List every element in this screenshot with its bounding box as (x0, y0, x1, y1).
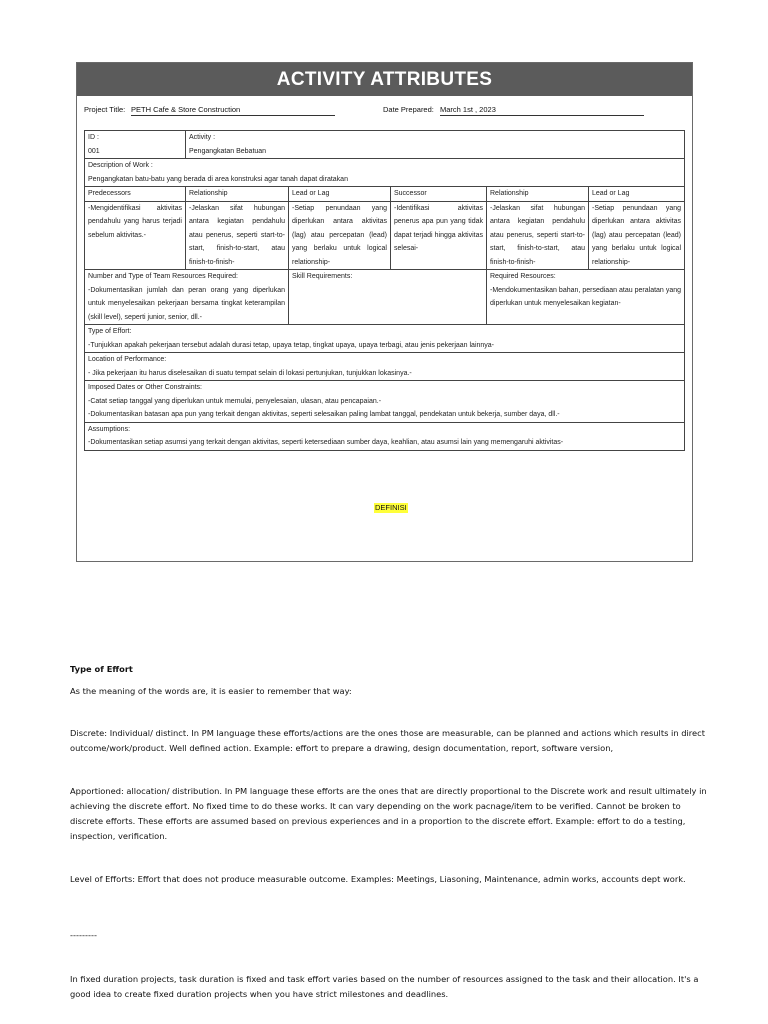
successor-value: -Identifikasi aktivitas penerus apa pun yang tidak dapat terjadi hingga aktivitas selesai- (391, 201, 487, 270)
project-info-row (77, 103, 692, 125)
definisi-highlight: DEFINISI (375, 503, 407, 512)
notes-divider: --------- (70, 930, 97, 940)
notes-discrete: Discrete: Individual/ distinct. In PM language these efforts/actions are the ones those are measurable, can be planned and actions which results in direct outcome/work/product. Well defined action. Example: effort to prepare a drawing, design documentation, report, software version, (70, 728, 705, 753)
date-prepared-value: March 1st , 2023 (440, 105, 644, 116)
resources-row (85, 270, 685, 325)
date-prepared-label: Date Prepared: (383, 105, 434, 114)
effort-label: Type of Effort: (88, 328, 132, 335)
effort-value: -Tunjukkan apakah pekerjaan tersebut adalah durasi tetap, upaya tetap, tingkat upaya, upaya terbagi, atau jenis pekerjaan lainnya- (88, 341, 495, 349)
location-row (85, 353, 685, 381)
effort-cell (85, 325, 685, 353)
constraints-value: -Dokumentasikan batasan apa pun yang terkait dengan aktivitas, seperti selesaikan paling lambat tanggal, pendekatan untuk bekerja, sumber daya, dll.- (88, 411, 560, 418)
notes-level-of-effort: Level of Efforts: Effort that does not produce measurable outcome. Examples: Meetings, Liasoning, Maintenance, admin works, accounts dept work. (70, 874, 686, 884)
id-cell (85, 131, 186, 159)
project-title-value: PETH Cafe & Store Construction (131, 105, 335, 116)
description-label: Description of Work : (88, 162, 153, 169)
col-header: Relationship (487, 187, 589, 202)
relationship-value: -Jelaskan sifat hubungan antara kegiatan pendahulu atau penerus, seperti start-to-start, finish-to-start, atau finish-to-finish- (487, 201, 589, 270)
assumptions-cell (85, 422, 685, 450)
id-value: 001 (88, 147, 100, 155)
constraints-cell (85, 381, 685, 423)
notes-intro: As the meaning of the words are, it is easier to remember that way: (70, 686, 352, 696)
constraints-label: Imposed Dates or Other Constraints: (88, 384, 202, 391)
relationship-value: -Jelaskan sifat hubungan antara kegiatan pendahulu atau penerus, seperti start-to-start, finish-to-start, atau finish-to-finish- (186, 201, 289, 270)
team-resources-value: -Dokumentasikan jumlah dan peran orang yang diperlukan untuk menyelesaikan pekerjaan bersama tingkat keterampilan (skill level), seperti junior, senior, dll.- (88, 286, 285, 321)
location-label: Location of Performance: (88, 356, 167, 363)
description-cell (85, 159, 685, 187)
relationship-value-row (85, 201, 685, 270)
activity-value: Pengangkatan Bebatuan (189, 147, 267, 155)
attributes-table (84, 130, 685, 451)
col-header: Successor (391, 187, 487, 202)
team-resources-cell (85, 270, 289, 325)
relationship-header-row (85, 187, 685, 202)
id-activity-row (85, 131, 685, 159)
skill-requirements-cell (289, 270, 487, 325)
col-header: Predecessors (85, 187, 186, 202)
form-title: ACTIVITY ATTRIBUTES (77, 63, 692, 96)
team-resources-label: Number and Type of Team Resources Required: (88, 273, 238, 280)
required-resources-cell (487, 270, 685, 325)
assumptions-value: -Dokumentasikan setiap asumsi yang terkait dengan aktivitas, seperti ketersediaan sumber daya, keahlian, atau asumsi lain yang memengaruhi aktivitas- (88, 439, 564, 446)
activity-cell (186, 131, 685, 159)
constraints-row (85, 381, 685, 423)
notes-fixed-duration: In fixed duration projects, task duration is fixed and task effort varies based on the number of resources assigned to the task and their allocation. It's a good idea to create fixed duration projects when you have strict milestones and deadlines. (70, 974, 699, 999)
activity-attributes-form (76, 62, 693, 562)
activity-label: Activity : (189, 134, 216, 141)
col-header: Lead or Lag (289, 187, 391, 202)
description-row (85, 159, 685, 187)
lead-lag-value: -Setiap penundaan yang diperlukan antara aktivitas (lag) atau percepatan (lead) yang berlaku untuk logical relationship- (589, 201, 685, 270)
lead-lag-value: -Setiap penundaan yang diperlukan antara aktivitas (lag) atau percepatan (lead) yang berlaku untuk logical relationship- (289, 201, 391, 270)
project-title-label: Project Title: (84, 105, 126, 114)
col-header: Lead or Lag (589, 187, 685, 202)
description-value: Pengangkatan batu-batu yang berada di area konstruksi agar tanah dapat diratakan (88, 175, 348, 183)
id-label: ID : (88, 134, 99, 141)
required-resources-value: -Mendokumentasikan bahan, persediaan atau peralatan yang diperlukan untuk menyelesaikan kegiatan- (490, 286, 682, 307)
notes-heading: Type of Effort (70, 664, 133, 674)
constraints-value: -Catat setiap tanggal yang diperlukan untuk memulai, penyelesaian, ulasan, atau pencapaian.- (88, 397, 382, 405)
assumptions-label: Assumptions: (88, 425, 131, 433)
assumptions-row (85, 422, 685, 450)
required-resources-label: Required Resources: (490, 273, 556, 280)
location-cell (85, 353, 685, 381)
predecessors-value: -Mengidentifikasi aktivitas pendahulu yang harus terjadi sebelum aktivitas.- (85, 201, 186, 270)
skill-requirements-label: Skill Requirements: (292, 273, 353, 280)
col-header: Relationship (186, 187, 289, 202)
location-value: - Jika pekerjaan itu harus diselesaikan di suatu tempat selain di lokasi pertunjukan, tunjukkan lokasinya.- (88, 369, 412, 377)
notes-apportioned: Apportioned: allocation/ distribution. In PM language these efforts are the ones that are directly proportional to the Discrete work and result ultimately in achieving the discrete effort. No fixed time to do these works. It can vary depending on the work pacnage/item to be verified. Cannot be broken to discrete efforts. These efforts are assumed based on previous experiences and in a proportion to the discrete effort. Example: effort to do a testing, inspection, verification. (70, 786, 707, 841)
effort-row (85, 325, 685, 353)
